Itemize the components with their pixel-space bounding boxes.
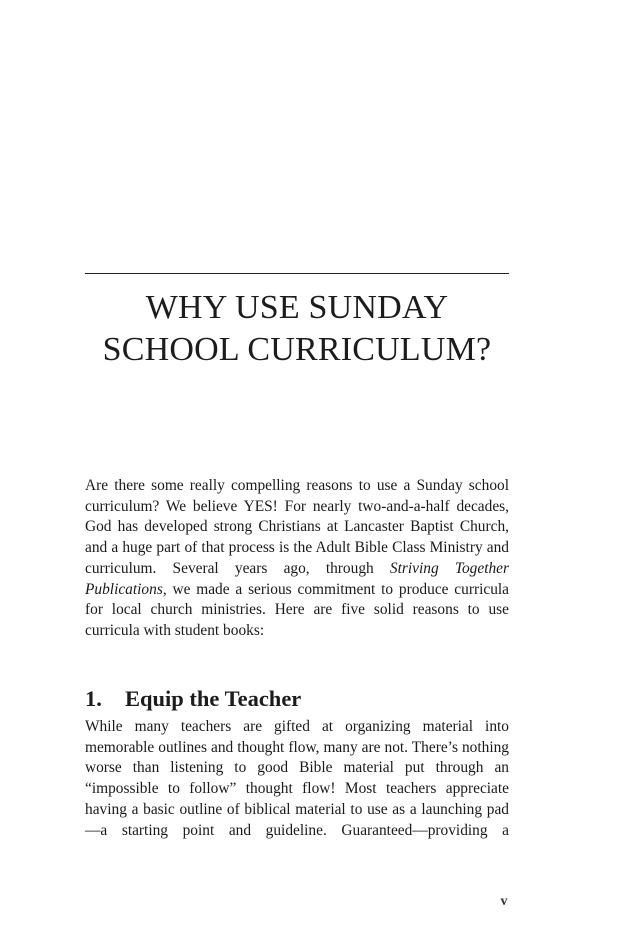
publisher-name: Striving Together Publications [85, 559, 509, 598]
section-heading-text: Equip the Teacher [125, 686, 302, 711]
intro-text-start: Are there some really compelling reasons to use a Sunday school curriculum? We believe YES! For nearly two-and-a-half decades, God has developed strong Christians at Lancaster Baptist Church, and a huge part of that process is the Adult Bible Class Ministry and curriculum. Several years ago, through [85, 477, 509, 577]
section-number: 1. [85, 686, 102, 711]
chapter-title-line-2: SCHOOL CURRICULUM? [102, 331, 492, 368]
chapter-title-line-1: WHY USE SUNDAY [145, 289, 449, 326]
section-heading [85, 684, 509, 714]
title-rule [85, 273, 509, 274]
intro-text-end: , we made a serious commitment to produce curricula for local church ministries. Here are five solid reasons to use curricula with student books: [85, 580, 509, 639]
chapter-title [85, 287, 509, 371]
section-body-paragraph: While many teachers are gifted at organizing material into memorable outlines and thought flow, many are not. There’s nothing worse than listening to good Bible material put through an “impossible to follow” thought flow! Most teachers appreciate having a basic outline of biblical material to use as a launching pad—a starting point and guideline. Guaranteed—providing a [85, 718, 509, 839]
page-number: v [500, 894, 508, 909]
intro-paragraph [85, 476, 509, 642]
